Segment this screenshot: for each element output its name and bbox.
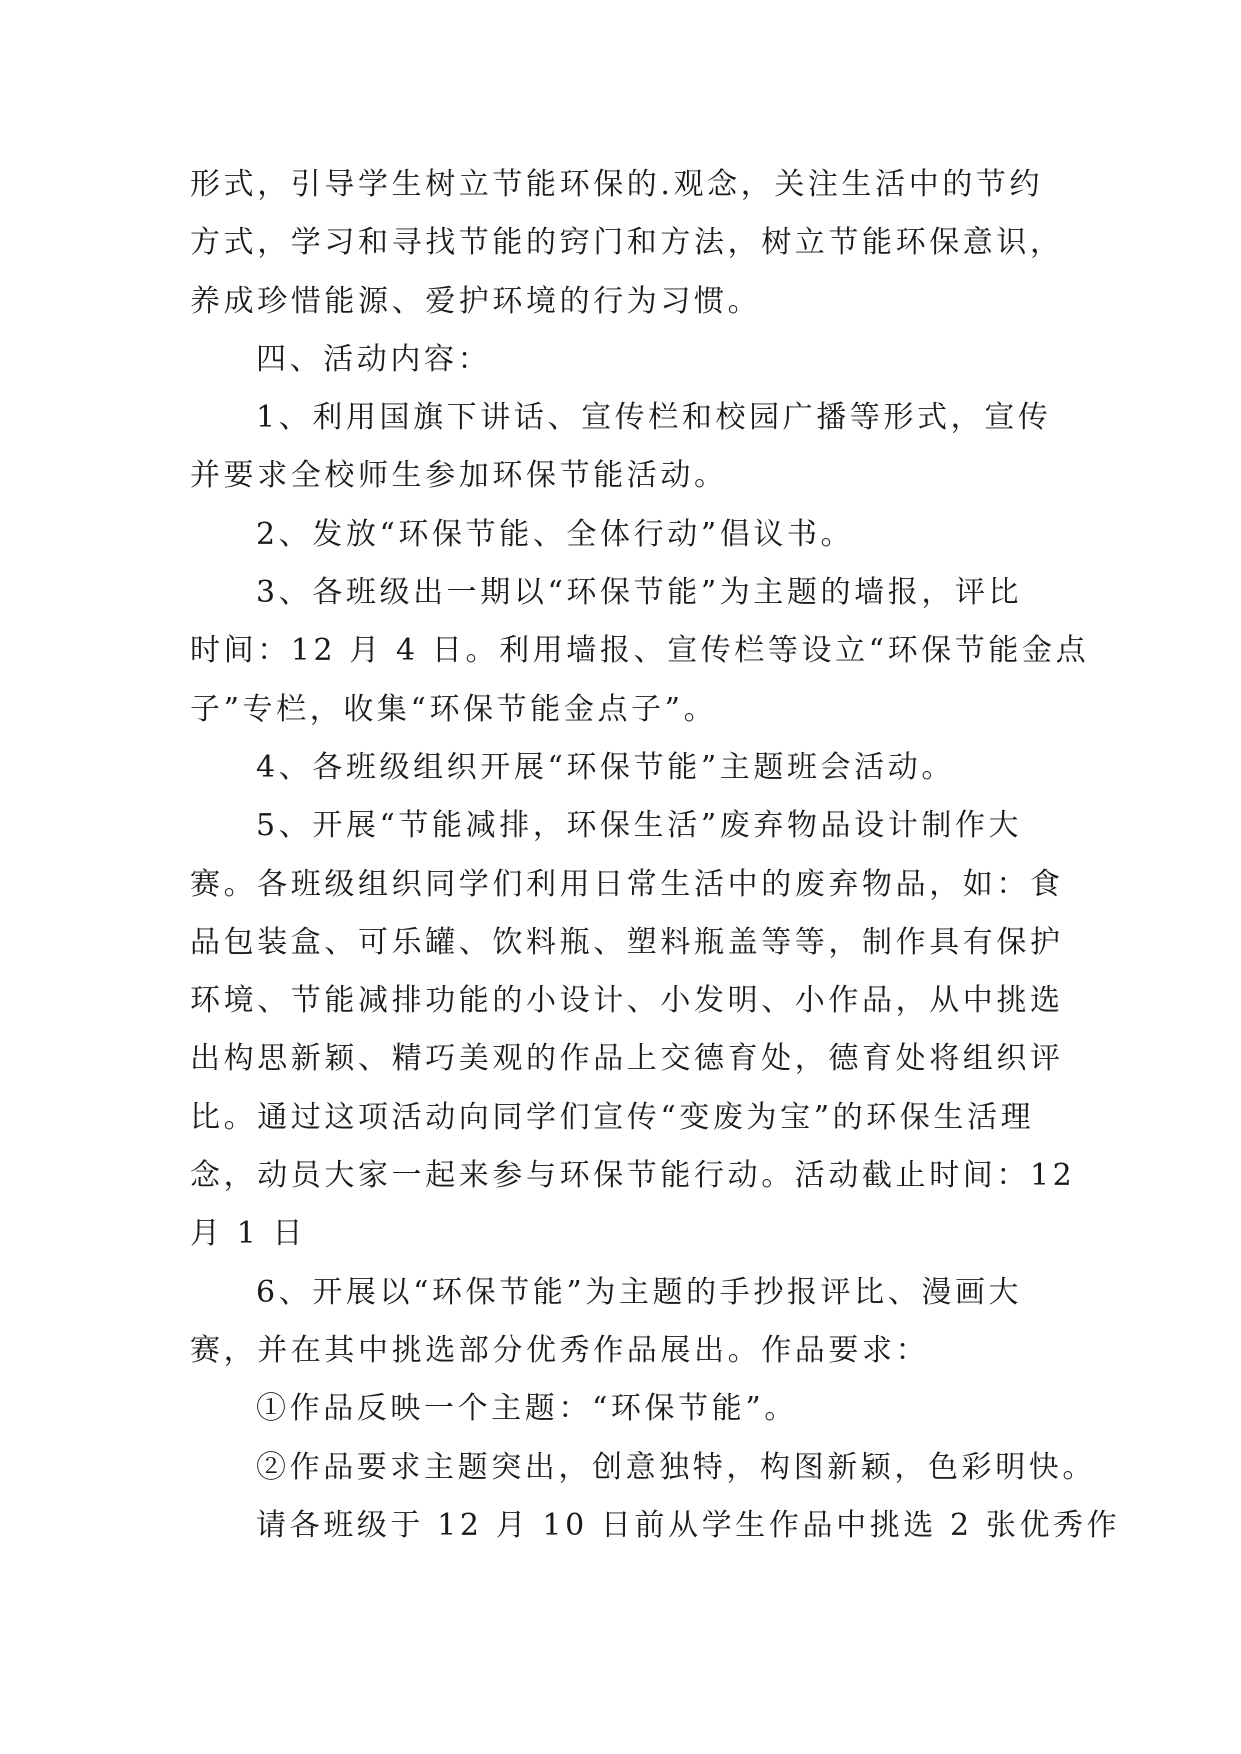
text-line: 形式，引导学生树立节能环保的.观念，关注生活中的节约 (190, 167, 1044, 202)
text-line: 2、发放“环保节能、全体行动”倡议书。 (256, 516, 855, 552)
text-line: 3、各班级出一期以“环保节能”为主题的墙报，评比 (256, 575, 1023, 611)
paragraph-p-req-2 (190, 1439, 1096, 1497)
paragraph-p-item-6 (190, 1264, 1070, 1381)
text-line: 时间：12 月 4 日。利用墙报、宣传栏等设立“环保节能金点 (190, 633, 1090, 669)
text-line: 6、开展以“环保节能”为主题的手抄报评比、漫画大 (256, 1274, 1023, 1310)
text-line: 并要求全校师生参加环保节能活动。 (190, 458, 728, 494)
text-line: ②作品要求主题突出，创意独特，构图新颖，色彩明快。 (256, 1449, 1096, 1485)
paragraph-p-section-four (190, 331, 1070, 389)
text-line: 养成珍惜能源、爱护环境的行为习惯。 (190, 283, 762, 319)
text-line: 子”专栏，收集“环保节能金点子”。 (190, 691, 718, 727)
document-body (190, 156, 1121, 1555)
text-line: 比。通过这项活动向同学们宣传“变废为宝”的环保生活理 (190, 1099, 1035, 1135)
text-line: 赛。各班级组织同学们利用日常生活中的废弃物品，如：食 (190, 866, 1064, 902)
text-line: ①作品反映一个主题：“环保节能”。 (256, 1391, 798, 1427)
paragraph-p-item-4 (190, 739, 1070, 797)
paragraph-p-item-3 (190, 564, 1090, 739)
text-line: 方式，学习和寻找节能的窍门和方法，树立节能环保意识， (190, 225, 1064, 261)
text-line: 请各班级于 12 月 10 日前从学生作品中挑选 2 张优秀作 (256, 1507, 1121, 1543)
text-line: 环境、节能减排功能的小设计、小发明、小作品，从中挑选 (190, 983, 1064, 1019)
paragraph-p-item-5 (190, 797, 1076, 1263)
paragraph-p-item-1 (190, 389, 1070, 506)
text-line: 1、利用国旗下讲话、宣传栏和校园广播等形式，宣传 (256, 400, 1052, 436)
text-line: 品包装盒、可乐罐、饮料瓶、塑料瓶盖等等，制作具有保护 (190, 924, 1064, 960)
text-line: 5、开展“节能减排，环保生活”废弃物品设计制作大 (256, 808, 1023, 844)
text-line: 月 1 日 (190, 1216, 307, 1252)
text-line: 出构思新颖、精巧美观的作品上交德育处，德育处将组织评 (190, 1041, 1064, 1077)
paragraph-p-item-2 (190, 506, 1070, 564)
text-line: 4、各班级组织开展“环保节能”主题班会活动。 (256, 749, 955, 785)
paragraph-p-submit (190, 1497, 1121, 1555)
text-line: 四、活动内容： (256, 341, 492, 377)
paragraph-p-intro-continued (190, 156, 1070, 331)
text-line: 念，动员大家一起来参与环保节能行动。活动截止时间：12 (190, 1158, 1076, 1194)
paragraph-p-req-1 (190, 1380, 1070, 1438)
text-line: 赛，并在其中挑选部分优秀作品展出。作品要求： (190, 1332, 930, 1368)
